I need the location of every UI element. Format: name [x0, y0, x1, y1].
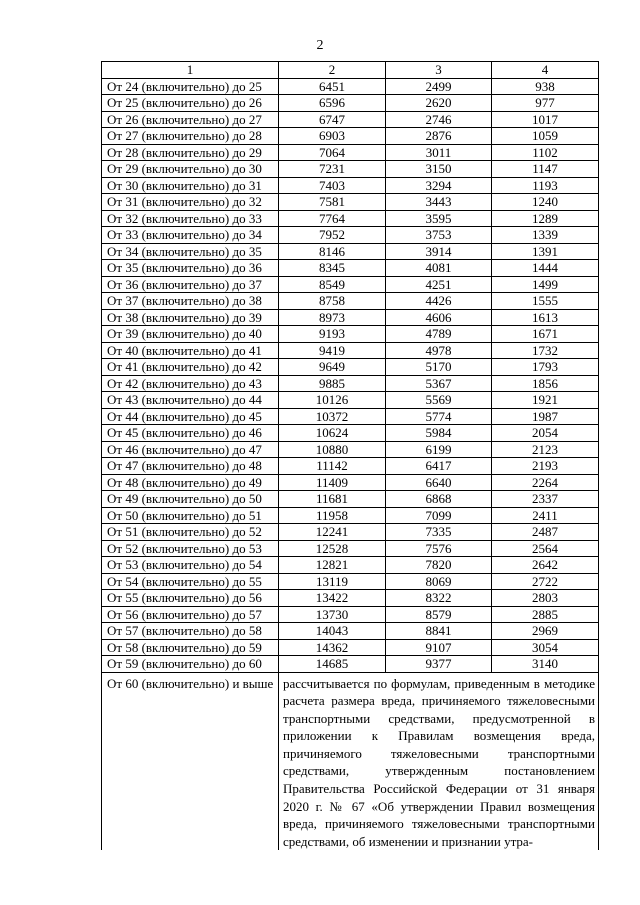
value-cell: 6199 — [386, 441, 492, 458]
value-cell: 2885 — [492, 606, 599, 623]
table-row — [102, 144, 599, 161]
value-cell: 7099 — [386, 507, 492, 524]
table-row — [102, 342, 599, 359]
value-cell: 1613 — [492, 309, 599, 326]
table-row — [102, 128, 599, 145]
table-row-last — [102, 672, 599, 850]
value-cell: 8973 — [279, 309, 386, 326]
value-cell: 2193 — [492, 458, 599, 475]
table-header-row — [102, 62, 599, 79]
value-cell: 3054 — [492, 639, 599, 656]
value-cell: 11681 — [279, 491, 386, 508]
range-cell: От 55 (включительно) до 56 — [102, 590, 279, 607]
value-cell: 3914 — [386, 243, 492, 260]
range-cell: От 42 (включительно) до 43 — [102, 375, 279, 392]
value-cell: 1193 — [492, 177, 599, 194]
table-row — [102, 623, 599, 640]
table-row — [102, 210, 599, 227]
value-cell: 10880 — [279, 441, 386, 458]
range-cell: От 44 (включительно) до 45 — [102, 408, 279, 425]
value-cell: 1391 — [492, 243, 599, 260]
value-cell: 4978 — [386, 342, 492, 359]
column-header: 3 — [386, 62, 492, 79]
column-header: 1 — [102, 62, 279, 79]
range-cell: От 52 (включительно) до 53 — [102, 540, 279, 557]
value-cell: 8146 — [279, 243, 386, 260]
range-cell: От 41 (включительно) до 42 — [102, 359, 279, 376]
range-cell: От 50 (включительно) до 51 — [102, 507, 279, 524]
range-cell: От 53 (включительно) до 54 — [102, 557, 279, 574]
table-row — [102, 408, 599, 425]
table-row — [102, 540, 599, 557]
range-cell: От 27 (включительно) до 28 — [102, 128, 279, 145]
table-row — [102, 260, 599, 277]
value-cell: 5367 — [386, 375, 492, 392]
table-row — [102, 293, 599, 310]
value-cell: 13730 — [279, 606, 386, 623]
value-cell: 2722 — [492, 573, 599, 590]
value-cell: 3150 — [386, 161, 492, 178]
range-cell: От 39 (включительно) до 40 — [102, 326, 279, 343]
value-cell: 4081 — [386, 260, 492, 277]
damage-rates-table — [101, 61, 599, 850]
value-cell: 2642 — [492, 557, 599, 574]
value-cell: 2054 — [492, 425, 599, 442]
table-row — [102, 441, 599, 458]
table-row — [102, 309, 599, 326]
value-cell: 1289 — [492, 210, 599, 227]
value-cell: 1147 — [492, 161, 599, 178]
value-cell: 9885 — [279, 375, 386, 392]
value-cell: 1671 — [492, 326, 599, 343]
value-cell: 1793 — [492, 359, 599, 376]
value-cell: 6747 — [279, 111, 386, 128]
range-cell: От 56 (включительно) до 57 — [102, 606, 279, 623]
value-cell: 12821 — [279, 557, 386, 574]
value-cell: 3595 — [386, 210, 492, 227]
value-cell: 13119 — [279, 573, 386, 590]
table-row — [102, 276, 599, 293]
table-row — [102, 375, 599, 392]
range-cell: От 32 (включительно) до 33 — [102, 210, 279, 227]
value-cell: 2499 — [386, 78, 492, 95]
range-cell: От 37 (включительно) до 38 — [102, 293, 279, 310]
value-cell: 11409 — [279, 474, 386, 491]
value-cell: 2564 — [492, 540, 599, 557]
value-cell: 11958 — [279, 507, 386, 524]
value-cell: 6451 — [279, 78, 386, 95]
table-row — [102, 590, 599, 607]
value-cell: 2803 — [492, 590, 599, 607]
table-row — [102, 639, 599, 656]
table-row — [102, 111, 599, 128]
range-cell: От 26 (включительно) до 27 — [102, 111, 279, 128]
range-cell: От 40 (включительно) до 41 — [102, 342, 279, 359]
range-cell: От 59 (включительно) до 60 — [102, 656, 279, 673]
value-cell: 7820 — [386, 557, 492, 574]
value-cell: 9419 — [279, 342, 386, 359]
table-row — [102, 524, 599, 541]
value-cell: 1555 — [492, 293, 599, 310]
value-cell: 7403 — [279, 177, 386, 194]
value-cell: 938 — [492, 78, 599, 95]
value-cell: 8758 — [279, 293, 386, 310]
value-cell: 2337 — [492, 491, 599, 508]
range-cell: От 46 (включительно) до 47 — [102, 441, 279, 458]
range-cell: От 24 (включительно) до 25 — [102, 78, 279, 95]
value-cell: 8345 — [279, 260, 386, 277]
value-cell: 6868 — [386, 491, 492, 508]
value-cell: 1102 — [492, 144, 599, 161]
value-cell: 3294 — [386, 177, 492, 194]
range-cell: От 38 (включительно) до 39 — [102, 309, 279, 326]
value-cell: 7231 — [279, 161, 386, 178]
formula-note-cell: рассчитывается по формулам, приведенным в методике расчета размера вреда, причиняемого тяжеловесными транспортными средствами, предусмотренной в приложении к Правилам возмещения вреда, причиняемого тяжеловесными транспортными средствами, утвержденным постановлением Правительства Российской Федерации от 31 января 2020 г. № 67 «Об утверждении Правил возмещения вреда, причиняемого тяжеловесными транспортными средствами, об изменении и признании утра- — [279, 672, 599, 850]
range-cell: От 36 (включительно) до 37 — [102, 276, 279, 293]
table-row — [102, 227, 599, 244]
value-cell: 5170 — [386, 359, 492, 376]
value-cell: 2969 — [492, 623, 599, 640]
value-cell: 13422 — [279, 590, 386, 607]
range-cell: От 58 (включительно) до 59 — [102, 639, 279, 656]
value-cell: 1499 — [492, 276, 599, 293]
value-cell: 9193 — [279, 326, 386, 343]
value-cell: 3443 — [386, 194, 492, 211]
value-cell: 7952 — [279, 227, 386, 244]
value-cell: 3140 — [492, 656, 599, 673]
table-row — [102, 326, 599, 343]
value-cell: 11142 — [279, 458, 386, 475]
range-cell: От 34 (включительно) до 35 — [102, 243, 279, 260]
table-row — [102, 656, 599, 673]
value-cell: 2620 — [386, 95, 492, 112]
value-cell: 7335 — [386, 524, 492, 541]
value-cell: 6596 — [279, 95, 386, 112]
value-cell: 3753 — [386, 227, 492, 244]
value-cell: 12241 — [279, 524, 386, 541]
table-row — [102, 557, 599, 574]
table-row — [102, 243, 599, 260]
value-cell: 1240 — [492, 194, 599, 211]
value-cell: 6903 — [279, 128, 386, 145]
value-cell: 1444 — [492, 260, 599, 277]
table-row — [102, 392, 599, 409]
range-cell: От 47 (включительно) до 48 — [102, 458, 279, 475]
value-cell: 2487 — [492, 524, 599, 541]
value-cell: 7581 — [279, 194, 386, 211]
value-cell: 2123 — [492, 441, 599, 458]
range-cell: От 45 (включительно) до 46 — [102, 425, 279, 442]
value-cell: 8579 — [386, 606, 492, 623]
range-cell: От 49 (включительно) до 50 — [102, 491, 279, 508]
table-row — [102, 425, 599, 442]
value-cell: 1059 — [492, 128, 599, 145]
table-row — [102, 359, 599, 376]
range-cell: От 31 (включительно) до 32 — [102, 194, 279, 211]
value-cell: 7764 — [279, 210, 386, 227]
range-cell: От 60 (включительно) и выше — [102, 672, 279, 850]
range-cell: От 43 (включительно) до 44 — [102, 392, 279, 409]
value-cell: 10372 — [279, 408, 386, 425]
value-cell: 1339 — [492, 227, 599, 244]
value-cell: 9377 — [386, 656, 492, 673]
value-cell: 8069 — [386, 573, 492, 590]
table-row — [102, 573, 599, 590]
value-cell: 1921 — [492, 392, 599, 409]
value-cell: 2411 — [492, 507, 599, 524]
value-cell: 2746 — [386, 111, 492, 128]
range-cell: От 57 (включительно) до 58 — [102, 623, 279, 640]
table-body — [102, 78, 599, 850]
table-row — [102, 491, 599, 508]
range-cell: От 29 (включительно) до 30 — [102, 161, 279, 178]
value-cell: 5569 — [386, 392, 492, 409]
table-row — [102, 78, 599, 95]
value-cell: 5984 — [386, 425, 492, 442]
value-cell: 6417 — [386, 458, 492, 475]
value-cell: 2264 — [492, 474, 599, 491]
table-row — [102, 458, 599, 475]
value-cell: 7576 — [386, 540, 492, 557]
value-cell: 14043 — [279, 623, 386, 640]
range-cell: От 30 (включительно) до 31 — [102, 177, 279, 194]
range-cell: От 54 (включительно) до 55 — [102, 573, 279, 590]
page-number: 2 — [316, 38, 324, 53]
value-cell: 3011 — [386, 144, 492, 161]
value-cell: 4606 — [386, 309, 492, 326]
value-cell: 14685 — [279, 656, 386, 673]
table-row — [102, 474, 599, 491]
value-cell: 8549 — [279, 276, 386, 293]
range-cell: От 33 (включительно) до 34 — [102, 227, 279, 244]
value-cell: 8841 — [386, 623, 492, 640]
value-cell: 6640 — [386, 474, 492, 491]
range-cell: От 25 (включительно) до 26 — [102, 95, 279, 112]
range-cell: От 51 (включительно) до 52 — [102, 524, 279, 541]
value-cell: 1856 — [492, 375, 599, 392]
table-row — [102, 606, 599, 623]
column-header: 4 — [492, 62, 599, 79]
range-cell: От 48 (включительно) до 49 — [102, 474, 279, 491]
range-cell: От 28 (включительно) до 29 — [102, 144, 279, 161]
table-row — [102, 95, 599, 112]
value-cell: 9107 — [386, 639, 492, 656]
value-cell: 4789 — [386, 326, 492, 343]
value-cell: 8322 — [386, 590, 492, 607]
value-cell: 10126 — [279, 392, 386, 409]
column-header: 2 — [279, 62, 386, 79]
table-row — [102, 194, 599, 211]
value-cell: 2876 — [386, 128, 492, 145]
value-cell: 12528 — [279, 540, 386, 557]
value-cell: 14362 — [279, 639, 386, 656]
value-cell: 4426 — [386, 293, 492, 310]
value-cell: 5774 — [386, 408, 492, 425]
table-row — [102, 177, 599, 194]
range-cell: От 35 (включительно) до 36 — [102, 260, 279, 277]
table-row — [102, 161, 599, 178]
value-cell: 1732 — [492, 342, 599, 359]
value-cell: 1017 — [492, 111, 599, 128]
table-row — [102, 507, 599, 524]
value-cell: 4251 — [386, 276, 492, 293]
value-cell: 10624 — [279, 425, 386, 442]
value-cell: 1987 — [492, 408, 599, 425]
value-cell: 977 — [492, 95, 599, 112]
value-cell: 9649 — [279, 359, 386, 376]
value-cell: 7064 — [279, 144, 386, 161]
